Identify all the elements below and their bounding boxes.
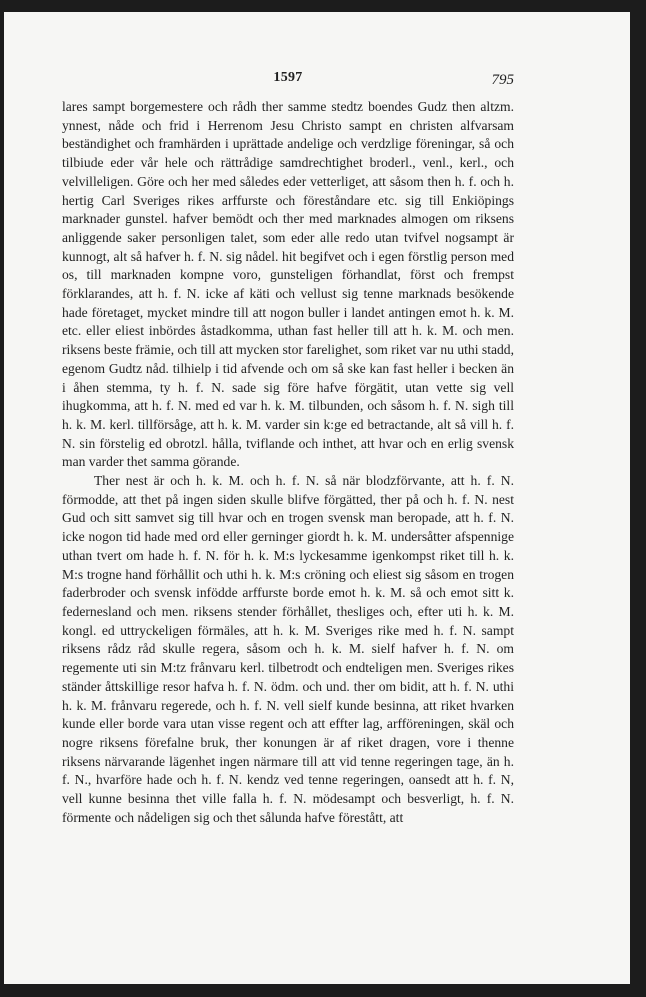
page-number: 795 bbox=[491, 72, 514, 88]
header-year: 1597 bbox=[273, 70, 303, 85]
paragraph-1: lares sampt borgemestere och rådh ther samme stedtz boendes Gudz then altzm. ynnest, nåde och frid i Herrenom Jesu Christo sampt en christen alfvarsam beständighet och framhärden i uprättade andelige och verdzlige föreningar, så och tilbiude eder vår hele och rättrådige samdrechtighet broderl., venl., kerl., och velvilleligen. Göre och her med således eder vetterliget, att såsom then h. f. och h. hertig Carl Sveriges rikes arffurste och föreståndare etc. sig till Enkiöpings marknader gunstel. hafver bemödt och ther med marknades almogen om riksens anliggende saker personligen talet, som eder alle redo utan tvifvel nogsampt är kunnogt, alt så hafver h. f. N. sig nådel. hit begifvet och i egen förstlig person med os, till marknaden kompne voro, gunsteligen förhandlat, först och frempst förklarandes, att h. f. N. icke af käti och vellust sig tenne marknads besökende hade företaget, mycket mindre till att nogon buller i landet antingen emot h. k. M. etc. eller eliest inbördes åstadkomma, uthan fast heller till att h. k. M. och men. riksens beste främie, och till att mycken stor farelighet, som riket var nu uthi stadd, egenom Gudtz nåd. tilhielp i tid afvende och om så ske kan fast heller i becken än i åhen stemma, ty h. f. N. sade sig före hafve förgätit, utan vette sig vell ihugkomma, att h. f. N. med ed var h. k. M. tilbunden, och såsom h. f. N. sigh till h. k. M. kerl. tillförsåge, att h. k. M. varder sin k:ge ed betractande, alt så vill h. f. N. sin förstelig ed obrotzl. hålla, tviflande och inthet, att hvar och en erlig svensk man varder thet samma görande. bbox=[62, 99, 514, 470]
paragraph-2: Ther nest är och h. k. M. och h. f. N. så när blodzförvante, att h. f. N. förmodde, att thet på ingen siden skulle blifve förgätted, ther på och h. f. N. nest Gud och sitt samvet sig till hvar och en trogen svensk man beropade, att h. f. N. icke nogon tid hade med ord eller gerninger giordt h. k. M. undersåtter afspennige uthan tvert om hade h. f. N. för h. k. M:s lyckesamme igenkompst riket till h. k. M:s trogne hand förhållit och uthi h. k. M:s cröning och eliest sig såsom en trogen faderbroder och svensk infödde arffurste borde emot h. k. M. så och emot sitt k. federnesland och men. riksens stender förhållet, thesliges och, efter uti h. k. M. kongl. ed uttryckeligen förmäles, att h. k. M. Sveriges rike med h. f. N. sampt riksens rådz råd skulle regera, såsom och h. k. M. sielf hafver h. f. N. om regemente uti sin M:tz frånvaru kerl. tilbetrodt och endteligen men. Sveriges rikes ständer åttskillige resor hafva h. f. N. ödm. och und. ther om bidit, att h. f. N. uthi h. k. M. frånvaru regerede, och h. f. N. vell sielf kunde besinna, att riket hvarken kunde eller borde vara utan visse regent och att effter lag, arfföreningen, skäl och nogre riksens förefalne bruk, ther konungen är af riket dragen, vore i thenne riksens närvarande lägenhet ingen närmare till att vid tenne regeringen tage, än h. f. N., hvarföre hade och h. f. N. kendz ved tenne regeringen, oansedt att h. f. N, vell kunne besinna thet ville falla h. f. N. mödesampt och besverligt, h. f. N. förmente och nådeligen sig och thet sålunda hafve förestått, att bbox=[62, 473, 514, 825]
running-header bbox=[62, 70, 514, 90]
body-text bbox=[62, 98, 514, 827]
